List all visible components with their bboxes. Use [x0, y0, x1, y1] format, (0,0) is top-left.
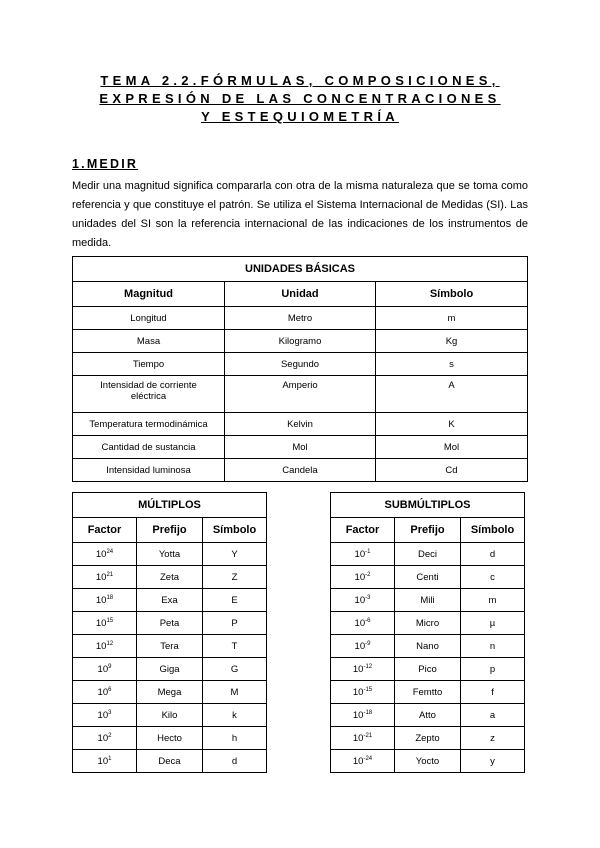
symbol-cell: T: [203, 635, 267, 658]
factor-cell: [73, 704, 137, 727]
factor-base: 10: [354, 594, 366, 606]
prefix-cell: Zepto: [395, 727, 461, 750]
factor-base: 10: [354, 617, 366, 629]
symbol-cell: n: [461, 635, 525, 658]
factor-base: 10: [95, 548, 107, 560]
column-header: Símbolo: [376, 282, 528, 307]
factor-base: 10: [95, 594, 107, 606]
symbol-cell: s: [376, 353, 528, 376]
factor-cell: [331, 589, 395, 612]
factor-exponent: -18: [363, 709, 373, 716]
table-row: [73, 681, 267, 704]
document-title: [60, 72, 540, 126]
symbol-cell: p: [461, 658, 525, 681]
basic-units-table: [72, 256, 528, 482]
symbol-cell: Kg: [376, 330, 528, 353]
unit-cell: Amperio: [225, 376, 376, 413]
magnitude-cell: Tiempo: [73, 353, 225, 376]
prefix-cell: Mega: [137, 681, 203, 704]
column-header: Magnitud: [73, 282, 225, 307]
factor-cell: [73, 589, 137, 612]
table-row: [73, 612, 267, 635]
factor-exponent: -9: [365, 640, 371, 647]
factor-base: 10: [97, 663, 109, 675]
factor-exponent: 18: [106, 594, 114, 601]
prefix-cell: Giga: [137, 658, 203, 681]
basic-units-caption: UNIDADES BÁSICAS: [73, 257, 528, 282]
symbol-cell: c: [461, 566, 525, 589]
factor-base: 10: [97, 755, 109, 767]
prefix-cell: Peta: [137, 612, 203, 635]
factor-exponent: 15: [106, 617, 114, 624]
factor-cell: [73, 681, 137, 704]
table-row: [73, 353, 528, 376]
table-row: [73, 307, 528, 330]
symbol-cell: K: [376, 413, 528, 436]
magnitude-cell: Intensidad de corriente eléctrica: [73, 376, 225, 413]
magnitude-cell: Cantidad de sustancia: [73, 436, 225, 459]
symbol-cell: P: [203, 612, 267, 635]
symbol-cell: E: [203, 589, 267, 612]
factor-exponent: -24: [363, 755, 373, 762]
factor-base: 10: [354, 571, 366, 583]
symbol-cell: M: [203, 681, 267, 704]
factor-base: 10: [97, 686, 109, 698]
table-row: [73, 750, 267, 773]
magnitude-cell: Temperatura termodinámica: [73, 413, 225, 436]
unit-cell: Candela: [225, 459, 376, 482]
table-row: [73, 658, 267, 681]
factor-cell: [331, 704, 395, 727]
symbol-cell: y: [461, 750, 525, 773]
table-row: [331, 681, 525, 704]
prefix-cell: Hecto: [137, 727, 203, 750]
symbol-cell: Mol: [376, 436, 528, 459]
symbol-cell: k: [203, 704, 267, 727]
factor-cell: [73, 658, 137, 681]
column-header: Prefijo: [395, 518, 461, 543]
factor-exponent: 6: [108, 686, 112, 693]
factor-base: 10: [95, 571, 107, 583]
table-row: [73, 704, 267, 727]
factor-exponent: -6: [365, 617, 371, 624]
factor-cell: [331, 635, 395, 658]
table-row: [73, 330, 528, 353]
prefix-cell: Deca: [137, 750, 203, 773]
intro-paragraph: Medir una magnitud significa compararla con otra de la misma naturaleza que se toma como referencia y que constituye el patrón. Se utiliza el Sistema Internacional de Medidas (SI). Las unidades del SI son la referencia internacional de las indicaciones de los instrumentos de medida.: [72, 180, 528, 249]
table-row: [331, 566, 525, 589]
submultiples-table: [330, 492, 525, 773]
factor-exponent: -3: [365, 594, 371, 601]
factor-exponent: 21: [106, 571, 114, 578]
factor-exponent: -15: [363, 686, 373, 693]
factor-base: 10: [352, 663, 364, 675]
factor-base: 10: [352, 755, 364, 767]
factor-base: 10: [95, 640, 107, 652]
symbol-cell: a: [461, 704, 525, 727]
table-row: [73, 413, 528, 436]
symbol-cell: Cd: [376, 459, 528, 482]
factor-cell: [73, 727, 137, 750]
symbol-cell: d: [461, 543, 525, 566]
factor-cell: [331, 658, 395, 681]
factor-cell: [331, 612, 395, 635]
table-row: [331, 658, 525, 681]
prefix-cell: Mili: [395, 589, 461, 612]
title-line-3: Y ESTEQUIOMETRÍA: [201, 109, 399, 124]
prefix-cell: Centi: [395, 566, 461, 589]
multiples-rows: [73, 543, 267, 773]
factor-exponent: 1: [108, 755, 112, 762]
magnitude-cell: Intensidad luminosa: [73, 459, 225, 482]
factor-cell: [73, 750, 137, 773]
factor-cell: [331, 727, 395, 750]
prefix-cell: Femtto: [395, 681, 461, 704]
factor-cell: [73, 543, 137, 566]
unit-cell: Kelvin: [225, 413, 376, 436]
factor-exponent: -12: [363, 663, 373, 670]
unit-cell: Segundo: [225, 353, 376, 376]
prefix-cell: Pico: [395, 658, 461, 681]
symbol-cell: G: [203, 658, 267, 681]
unit-cell: Mol: [225, 436, 376, 459]
factor-cell: [73, 635, 137, 658]
table-row: [73, 543, 267, 566]
factor-base: 10: [95, 617, 107, 629]
factor-exponent: 12: [106, 640, 114, 647]
factor-base: 10: [97, 732, 109, 744]
table-row: [73, 376, 528, 413]
column-header: Factor: [73, 518, 137, 543]
prefix-cell: Kilo: [137, 704, 203, 727]
title-line-1: TEMA 2.2.FÓRMULAS, COMPOSICIONES,: [100, 73, 500, 88]
symbol-cell: A: [376, 376, 528, 413]
factor-cell: [331, 566, 395, 589]
symbol-cell: Z: [203, 566, 267, 589]
factor-base: 10: [354, 548, 366, 560]
column-header: Prefijo: [137, 518, 203, 543]
unit-cell: Metro: [225, 307, 376, 330]
factor-cell: [73, 566, 137, 589]
table-row: [331, 704, 525, 727]
factor-exponent: 2: [108, 732, 112, 739]
submultiples-caption: SUBMÚLTIPLOS: [331, 493, 525, 518]
factor-base: 10: [352, 709, 364, 721]
factor-exponent: 24: [106, 548, 114, 555]
prefix-cell: Yotta: [137, 543, 203, 566]
symbol-cell: µ: [461, 612, 525, 635]
multiples-table: [72, 492, 267, 773]
table-row: [331, 727, 525, 750]
prefix-cell: Zeta: [137, 566, 203, 589]
section-heading: 1.MEDIR: [72, 157, 139, 171]
table-row: [73, 459, 528, 482]
factor-cell: [331, 750, 395, 773]
factor-base: 10: [354, 640, 366, 652]
symbol-cell: Y: [203, 543, 267, 566]
factor-cell: [331, 543, 395, 566]
prefix-cell: Exa: [137, 589, 203, 612]
factor-cell: [331, 681, 395, 704]
factor-exponent: -1: [365, 548, 371, 555]
symbol-cell: m: [376, 307, 528, 330]
column-header: Unidad: [225, 282, 376, 307]
prefix-cell: Tera: [137, 635, 203, 658]
factor-exponent: -21: [363, 732, 373, 739]
factor-base: 10: [352, 686, 364, 698]
table-row: [73, 436, 528, 459]
prefix-cell: Atto: [395, 704, 461, 727]
table-row: [331, 612, 525, 635]
table-row: [331, 589, 525, 612]
symbol-cell: f: [461, 681, 525, 704]
title-line-2: EXPRESIÓN DE LAS CONCENTRACIONES: [99, 91, 501, 106]
column-header: Factor: [331, 518, 395, 543]
table-row: [73, 727, 267, 750]
factor-exponent: 3: [108, 709, 112, 716]
magnitude-cell: Masa: [73, 330, 225, 353]
table-row: [73, 566, 267, 589]
symbol-cell: m: [461, 589, 525, 612]
symbol-cell: z: [461, 727, 525, 750]
symbol-cell: d: [203, 750, 267, 773]
table-row: [73, 589, 267, 612]
column-header: Símbolo: [461, 518, 525, 543]
magnitude-cell: Longitud: [73, 307, 225, 330]
prefix-cell: Nano: [395, 635, 461, 658]
prefix-cell: Yocto: [395, 750, 461, 773]
prefix-cell: Micro: [395, 612, 461, 635]
submultiples-rows: [331, 543, 525, 773]
table-row: [331, 635, 525, 658]
factor-exponent: -2: [365, 571, 371, 578]
prefix-cell: Deci: [395, 543, 461, 566]
factor-exponent: 9: [108, 663, 112, 670]
table-row: [73, 635, 267, 658]
unit-cell: Kilogramo: [225, 330, 376, 353]
factor-base: 10: [97, 709, 109, 721]
multiples-caption: MÚLTIPLOS: [73, 493, 267, 518]
symbol-cell: h: [203, 727, 267, 750]
factor-base: 10: [352, 732, 364, 744]
column-header: Símbolo: [203, 518, 267, 543]
factor-cell: [73, 612, 137, 635]
table-row: [331, 750, 525, 773]
table-row: [331, 543, 525, 566]
